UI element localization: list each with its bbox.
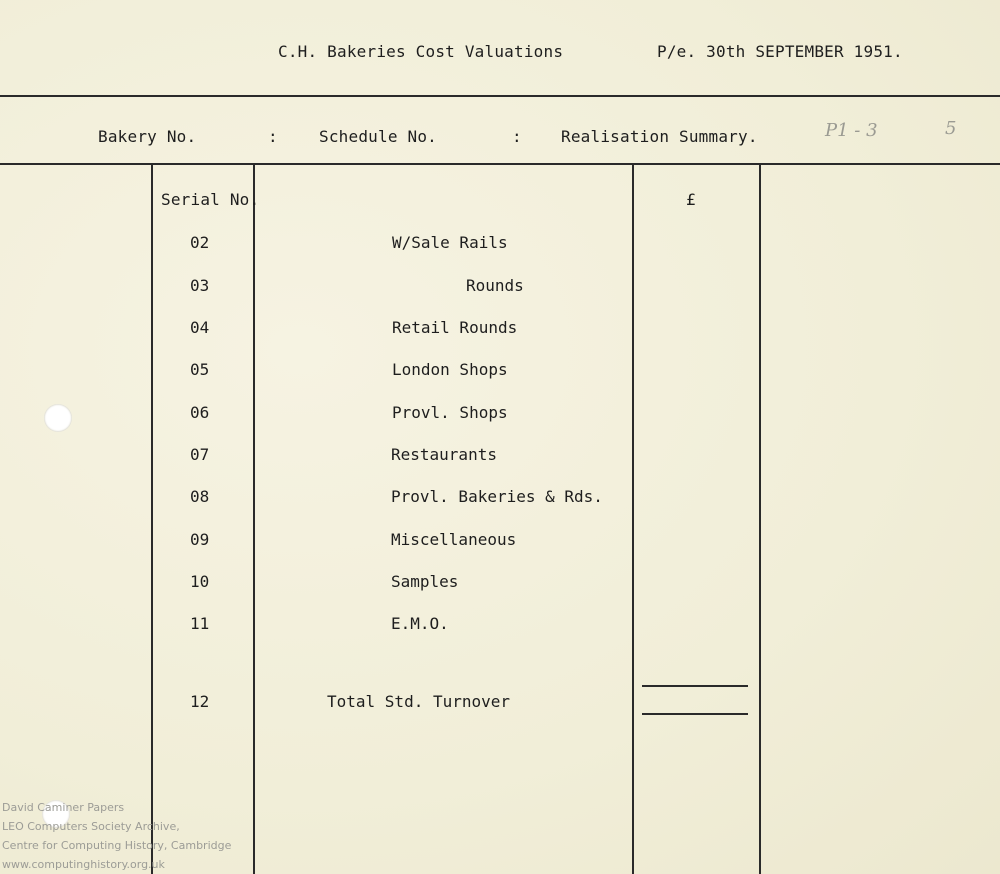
header-rule-bottom xyxy=(0,163,1000,165)
row-description: W/Sale Rails xyxy=(392,233,508,252)
serial-number: 04 xyxy=(190,318,210,337)
total-rule-top xyxy=(642,685,748,687)
realisation-summary-label: Realisation Summary. xyxy=(561,127,758,146)
row-description: Retail Rounds xyxy=(392,318,518,337)
header-rule-top xyxy=(0,95,1000,97)
punch-hole xyxy=(44,404,72,432)
serial-number: 11 xyxy=(190,614,210,633)
total-description: Total Std. Turnover xyxy=(327,692,511,711)
serial-number: 10 xyxy=(190,572,210,591)
archive-watermark-line: www.computinghistory.org.uk xyxy=(2,858,165,871)
column-line xyxy=(632,165,634,874)
bakery-no-label: Bakery No. xyxy=(98,127,197,146)
archive-watermark-line: David Caminer Papers xyxy=(2,801,125,814)
serial-number: 03 xyxy=(190,276,210,295)
handwritten-mark: 5 xyxy=(945,118,957,139)
archive-watermark-line: Centre for Computing History, Cambridge xyxy=(2,839,232,852)
serial-number: 07 xyxy=(190,445,210,464)
serial-number: 02 xyxy=(190,233,210,252)
serial-number-total: 12 xyxy=(190,692,210,711)
row-description: Rounds xyxy=(466,276,524,295)
schedule-no-label: Schedule No. xyxy=(319,127,437,146)
column-line xyxy=(151,165,153,874)
column-line xyxy=(759,165,761,874)
handwritten-reference: P1 - 3 xyxy=(825,120,878,141)
row-description: Restaurants xyxy=(391,445,497,464)
row-description: Samples xyxy=(391,572,459,591)
serial-number: 05 xyxy=(190,360,210,379)
serial-number: 09 xyxy=(190,530,210,549)
row-description: Provl. Bakeries & Rds. xyxy=(391,487,603,506)
amount-header: £ xyxy=(686,190,696,209)
row-description: London Shops xyxy=(392,360,508,379)
archive-watermark-line: LEO Computers Society Archive, xyxy=(2,820,180,833)
serial-number: 06 xyxy=(190,403,210,422)
document-title: C.H. Bakeries Cost Valuations xyxy=(278,42,564,61)
row-description: E.M.O. xyxy=(391,614,449,633)
row-description: Provl. Shops xyxy=(392,403,508,422)
serial-number: 08 xyxy=(190,487,210,506)
separator-colon: : xyxy=(512,127,522,146)
separator-colon: : xyxy=(268,127,278,146)
serial-no-header: Serial No. xyxy=(161,190,260,209)
period-end: P/e. 30th SEPTEMBER 1951. xyxy=(657,42,903,61)
column-line xyxy=(253,165,255,874)
total-rule-bottom xyxy=(642,713,748,715)
row-description: Miscellaneous xyxy=(391,530,517,549)
